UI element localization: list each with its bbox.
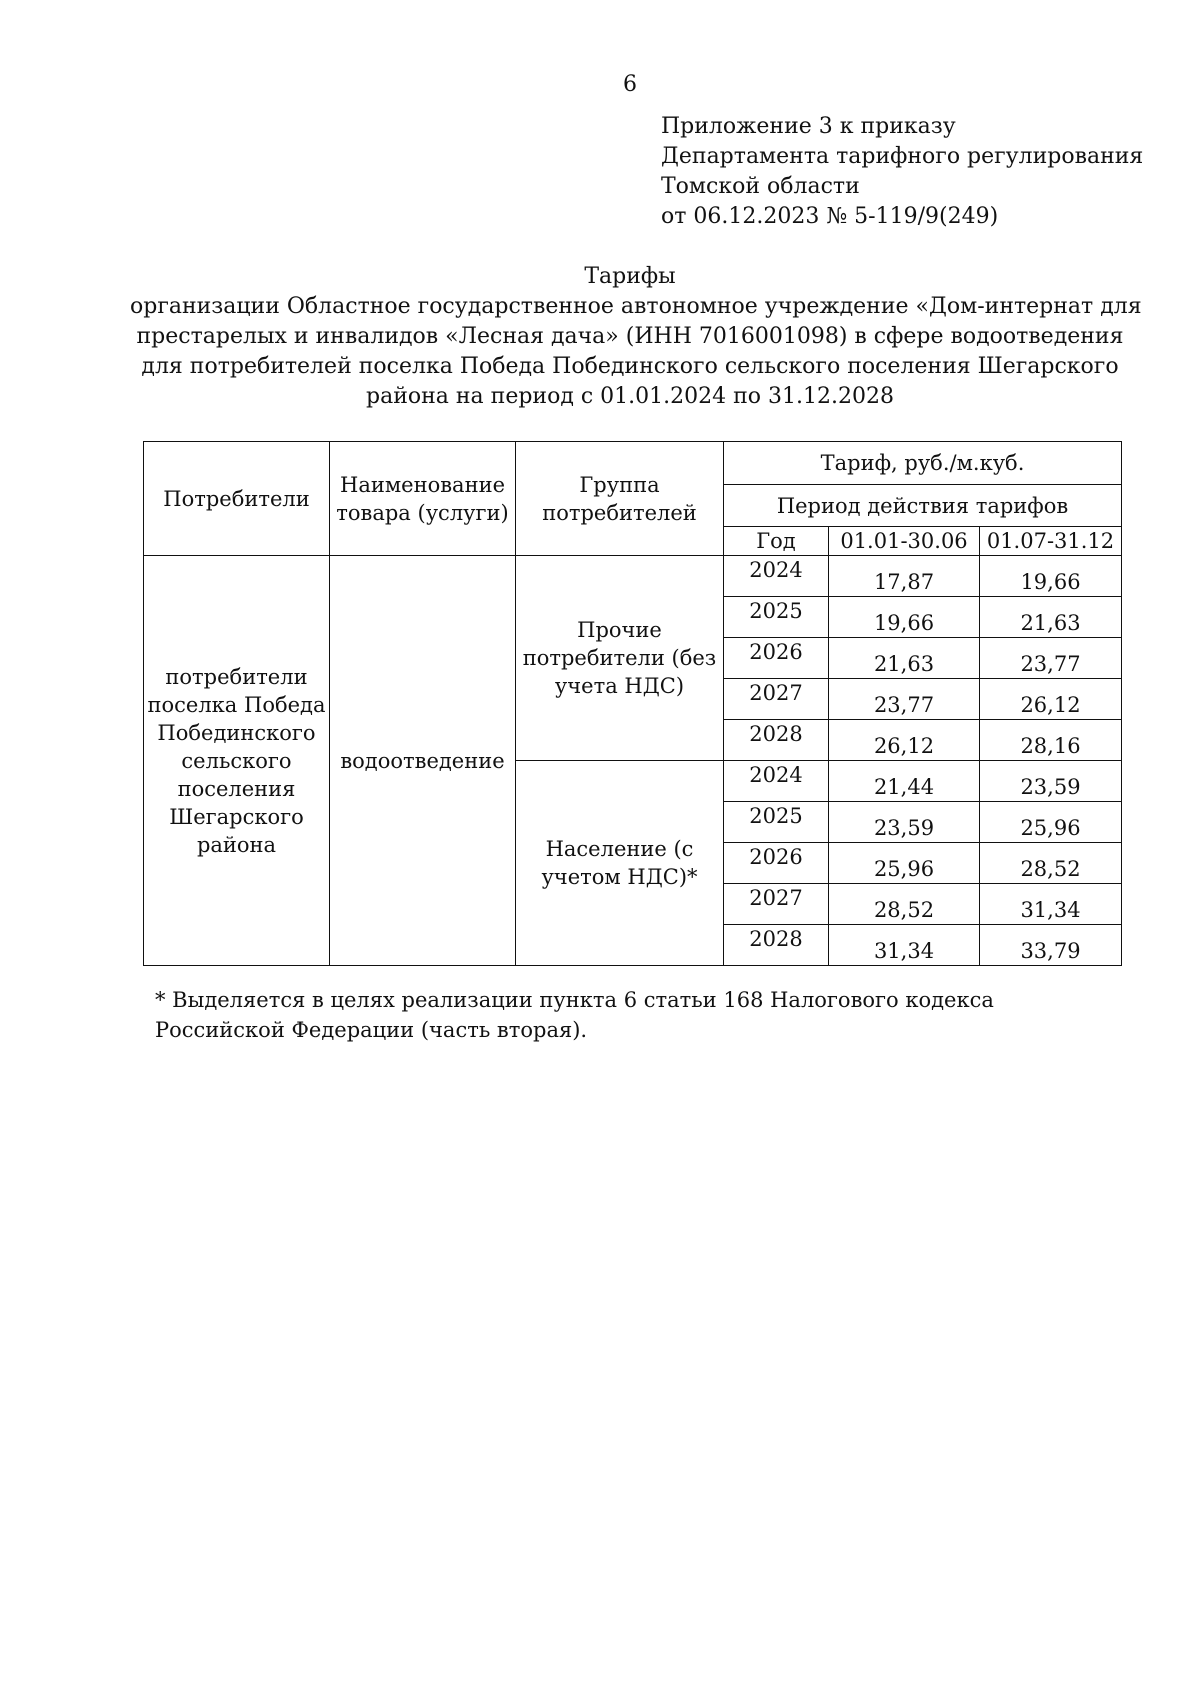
tariff-h1-cell: 23,77: [829, 679, 980, 720]
header-tariff: Тариф, руб./м.куб.: [724, 442, 1122, 485]
title-line: для потребителей поселка Победа Побединского сельского поселения Шегарского: [141, 354, 1119, 379]
tariff-h2-cell: 28,52: [980, 843, 1122, 884]
year-cell: 2025: [724, 802, 829, 843]
table-row: [144, 556, 1122, 597]
appendix-block: [661, 112, 1143, 232]
header-half1: 01.01-30.06: [829, 527, 980, 556]
header-service-name: Наименование товара (услуги): [330, 442, 516, 556]
year-cell: 2027: [724, 679, 829, 720]
tariff-h1-cell: 21,44: [829, 761, 980, 802]
year-cell: 2024: [724, 556, 829, 597]
year-cell: 2026: [724, 843, 829, 884]
appendix-line: от 06.12.2023 № 5-119/9(249): [661, 204, 999, 229]
tariff-h1-cell: 28,52: [829, 884, 980, 925]
tariff-h2-cell: 23,59: [980, 761, 1122, 802]
title-line: организации Областное государственное автономное учреждение «Дом-интернат для: [130, 294, 1142, 319]
tariff-table: [143, 441, 1122, 966]
tariff-h2-cell: 25,96: [980, 802, 1122, 843]
tariff-h1-cell: 26,12: [829, 720, 980, 761]
tariff-h2-cell: 21,63: [980, 597, 1122, 638]
appendix-line: Томской области: [661, 174, 860, 199]
year-cell: 2024: [724, 761, 829, 802]
year-cell: 2026: [724, 638, 829, 679]
consumers-cell: потребители поселка Победа Побединского сельского поселения Шегарского района: [144, 556, 330, 966]
footnote: * Выделяется в целях реализации пункта 6 статьи 168 Налогового кодекса Российской Федерации (часть вторая).: [155, 988, 994, 1042]
service-cell: водоотведение: [330, 556, 516, 966]
tariff-h2-cell: 33,79: [980, 925, 1122, 966]
appendix-line: Приложение 3 к приказу: [661, 114, 956, 139]
tariff-h2-cell: 31,34: [980, 884, 1122, 925]
header-consumers: Потребители: [144, 442, 330, 556]
header-group: Группа потребителей: [516, 442, 724, 556]
tariff-h1-cell: 31,34: [829, 925, 980, 966]
tariff-h1-cell: 19,66: [829, 597, 980, 638]
header-half2: 01.07-31.12: [980, 527, 1122, 556]
group-cell: Прочие потребители (без учета НДС): [516, 556, 724, 761]
year-cell: 2028: [724, 720, 829, 761]
header-year: Год: [724, 527, 829, 556]
document-title: [130, 262, 1142, 412]
year-cell: 2025: [724, 597, 829, 638]
page-number: 6: [623, 72, 637, 97]
title-line: района на период с 01.01.2024 по 31.12.2028: [366, 384, 894, 409]
tariff-h2-cell: 28,16: [980, 720, 1122, 761]
tariff-h1-cell: 17,87: [829, 556, 980, 597]
group-cell: Население (с учетом НДС)*: [516, 761, 724, 966]
header-period: Период действия тарифов: [724, 485, 1122, 527]
tariff-h2-cell: 23,77: [980, 638, 1122, 679]
year-cell: 2028: [724, 925, 829, 966]
title-heading: Тарифы: [584, 264, 676, 289]
tariff-h1-cell: 23,59: [829, 802, 980, 843]
tariff-h1-cell: 21,63: [829, 638, 980, 679]
tariff-h2-cell: 19,66: [980, 556, 1122, 597]
tariff-h2-cell: 26,12: [980, 679, 1122, 720]
year-cell: 2027: [724, 884, 829, 925]
title-line: престарелых и инвалидов «Лесная дача» (ИНН 7016001098) в сфере водоотведения: [136, 324, 1124, 349]
tariff-h1-cell: 25,96: [829, 843, 980, 884]
appendix-line: Департамента тарифного регулирования: [661, 144, 1144, 169]
